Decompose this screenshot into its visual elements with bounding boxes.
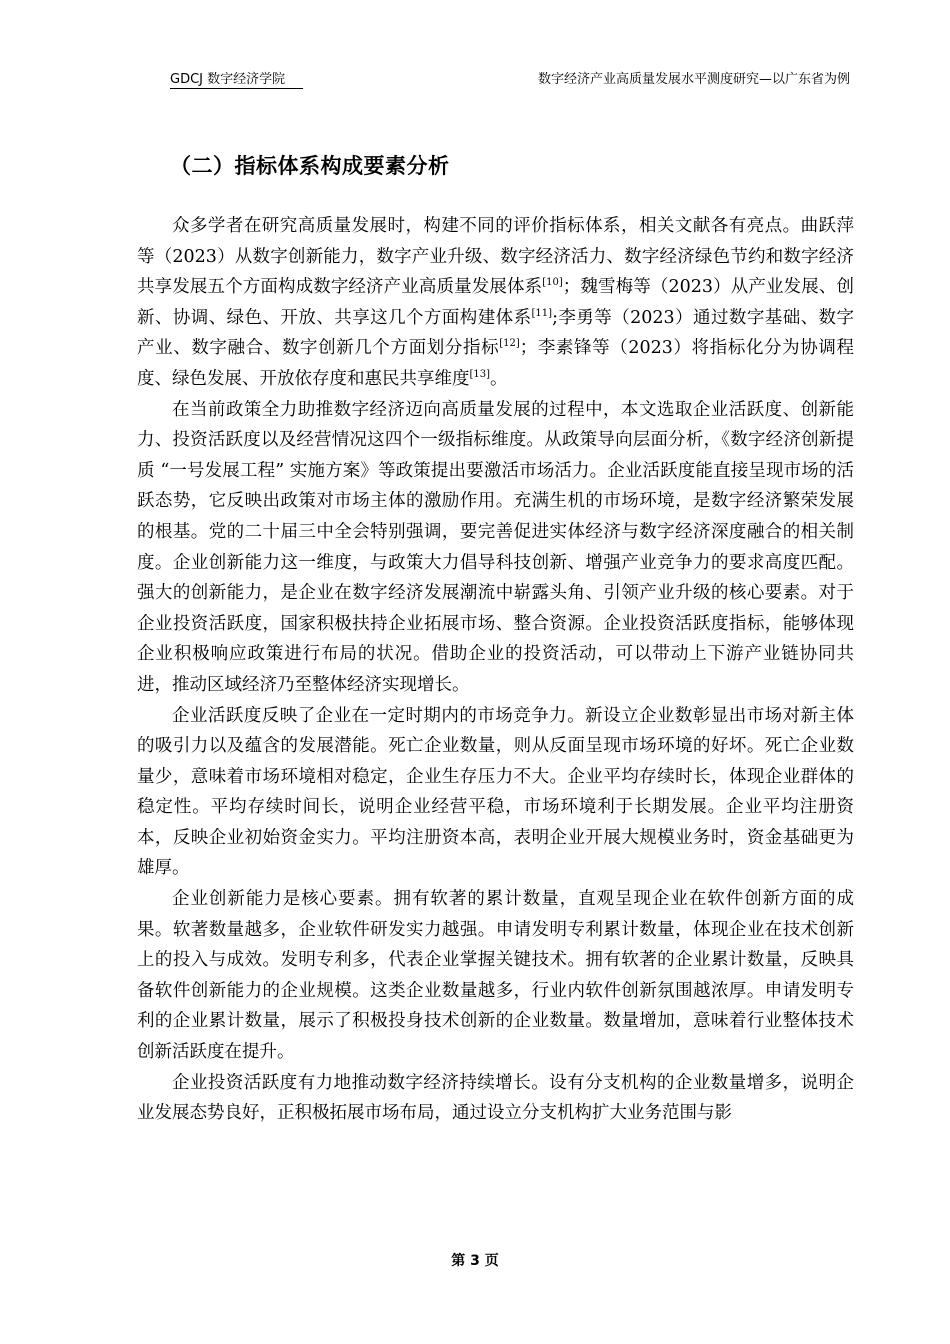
paragraph-text: 众多学者在研究高质量发展时，构建不同的评价指标体系，相关文献各有亮点。曲跃萍等（2023）从数字创新能力，数字产业升级、数字经济活力、数字经济绿色节约和数字经济共享发展五个方面构成数字经济产业高质量发展体系 [137,216,854,298]
header-institution: GDCJ 数字经济学院 [170,72,303,89]
paragraph-text: ；李素锋等（2023）将指标化分为协调程度、绿色发展、开放依存度和惠民共享维度 [137,338,854,389]
section-title: （二）指标体系构成要素分析 [170,154,450,178]
paragraph-5 [137,1068,854,1129]
citation-ref: [11] [531,307,553,319]
paragraph-text: ;李勇等（2023）通过数字基础、数字产业、数字融合、数字创新几个方面划分指标 [137,307,854,359]
paragraph-text: ；魏雪梅等（2023）从产业发展、创新、协调、绿色、开放、共享这几个方面构建体系 [137,277,854,328]
paragraph-text: 。 [490,368,508,389]
paragraph-text: 企业创新能力是核心要素。拥有软著的累计数量，直观呈现企业在软件创新方面的成果。软著数量越多，企业软件研发实力越强。申请发明专利累计数量，体现企业在技术创新上的投入与成效。发明专利多，代表企业掌握关键技术。拥有软著的企业累计数量，反映具备软件创新能力的企业规模。这类企业数量越多，行业内软件创新氛围越浓厚。申请发明专利的企业累计数量，展示了积极投身技术创新的企业数量。数量增加，意味着行业整体技术创新活跃度在提升。 [137,889,854,1063]
page-number: 第 3 页 [451,1253,499,1269]
page-header [170,72,850,90]
paragraph-text: 在当前政策全力助推数字经济迈向高质量发展的过程中，本文选取企业活跃度、创新能力、投资活跃度以及经营情况这四个一级指标维度。从政策导向层面分析，《数字经济创新提质 “一号发展工程” 实施方案》等政策提出要激活市场活力。企业活跃度能直接呈现市场的活跃态势，它反映出政策对市场主体的激励作用。充满生机的市场环境，是数字经济繁荣发展的根基。党的二十届三中全会特别强调，要完善促进实体经济与数字经济深度融合的相关制度。企业创新能力这一维度，与政策大力倡导科技创新、增强产业竞争力的要求高度匹配。强大的创新能力，是企业在数字经济发展潮流中崭露头角、引领产业升级的核心要素。对于企业投资活跃度，国家积极扶持企业拓展市场、整合资源。企业投资活跃度指标，能够体现企业积极响应政策进行布局的状况。借助企业的投资活动，可以带动上下游产业链协同共进，推动区域经济乃至整体经济实现增长。 [137,399,854,695]
paragraph-3 [137,701,854,885]
paragraph-2 [137,395,854,701]
citation-ref: [13] [469,368,491,380]
citation-ref: [10] [542,277,563,289]
paragraph-1 [137,211,854,395]
paragraph-text: 企业投资活跃度有力地推动数字经济持续增长。设有分支机构的企业数量增多，说明企业发展态势良好，正积极拓展市场布局，通过设立分支机构扩大业务范围与影 [137,1072,854,1124]
paragraph-text: 企业活跃度反映了企业在一定时期内的市场竞争力。新设立企业数彰显出市场对新主体的吸引力以及蕴含的发展潜能。死亡企业数量，则从反面呈现市场环境的好坏。死亡企业数量少，意味着市场环境相对稳定，企业生存压力不大。企业平均存续时长，体现企业群体的稳定性。平均存续时间长，说明企业经营平稳，市场环境利于长期发展。企业平均注册资本，反映企业初始资金实力。平均注册资本高，表明企业开展大规模业务时，资金基础更为雄厚。 [137,705,854,879]
body-text [137,211,854,1129]
header-paper-title: 数字经济产业高质量发展水平测度研究—以广东省为例 [537,72,850,87]
paragraph-4 [137,884,854,1068]
citation-ref: [12] [499,338,520,350]
